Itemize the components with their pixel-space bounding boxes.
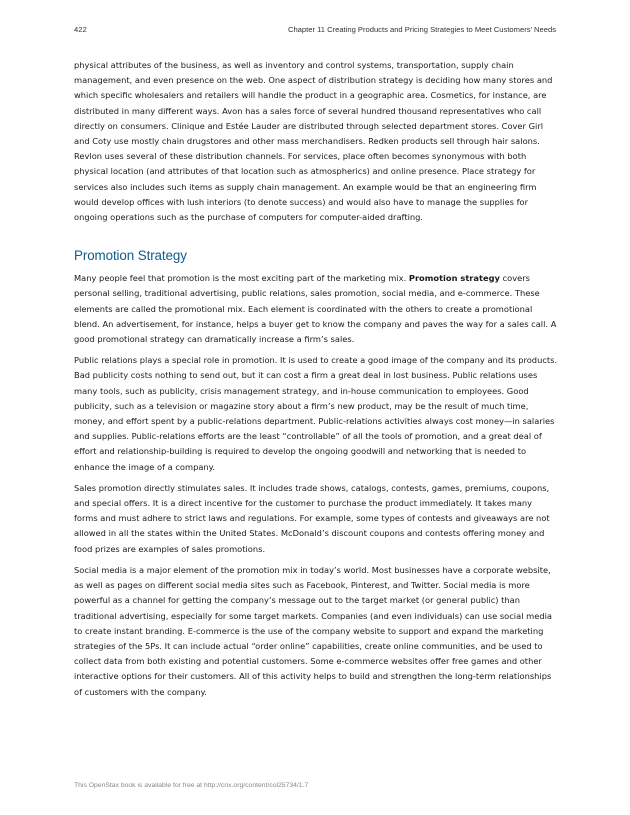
section-heading-promotion-strategy: Promotion Strategy	[74, 248, 187, 264]
body-text	[74, 58, 558, 706]
paragraph-public-relations: Public relations plays a special role in promotion. It is used to create a good image of the company and its products. Bad publicity costs nothing to send out, but it can cost a firm a great deal in lost business. Public relations uses many tools, such as publicity, crisis management strategy, and in-house communication to employees. Good publicity, such as a television or magazine story about a firm’s new product, may be the result of much time, money, and effort spent by a public-relations department. Public-relations activities always cost money—in salaries and supplies. Public-relations efforts are the least “controllable” of all the tools of promotion, and a great deal of effort and relationship-building is required to develop the ongoing goodwill and networking that is needed to enhance the image of a company.	[74, 355, 558, 472]
page-footer: This OpenStax book is available for free at http://cnx.org/content/col25734/1.7	[74, 782, 309, 789]
chapter-title: Chapter 11 Creating Products and Pricing Strategies to Meet Customers’ Needs	[287, 25, 556, 34]
running-header	[74, 25, 556, 37]
paragraph-distribution-continued: physical attributes of the business, as well as inventory and control systems, transportation, supply chain management, and even presence on the web. One aspect of distribution strategy is deciding how many stores and which specific wholesalers and retailers will handle the product in a geographic area. Cosmetics, for instance, are distributed in many different ways. Avon has a sales force of several hundred thousand representatives who call directly on consumers. Clinique and Estée Lauder are distributed through selected department stores. Cover Girl and Coty use mostly chain drugstores and other mass merchandisers. Redken products sell through hair salons. Revlon uses several of these distribution channels. For services, place often becomes synonymous with both physical location (and attributes of that location such as atmospherics) and online presence. Place strategy for services also includes such items as supply chain management. An example would be that an engineering firm would develop offices with lush interiors (to denote success) and would also have to manage the supplies for ongoing operations such as the purchase of computers for computer-aided drafting.	[74, 60, 553, 223]
key-term-promotion-strategy: Promotion strategy	[408, 273, 500, 284]
paragraph-social-media: Social media is a major element of the promotion mix in today’s world. Most businesses have a corporate website, as well as pages on different social media sites such as Facebook, Pinterest, and Twitter. Social media is more powerful as a channel for getting the company’s message out to the target market (or general public) than traditional advertising, especially for some target markets. Companies (and even individuals) can use social media to create instant branding. E-commerce is the use of the company website to support and expand the marketing strategies of the 5Ps. It can include actual “order online” capabilities, create online communities, and be used to collect data from both existing and potential customers. Some e-commerce websites offer free games and other interactive options for their customers. All of this activity helps to build and strengthen the long-term relationships of customers with the company.	[74, 564, 552, 697]
paragraph-text: Many people feel that promotion is the most exciting part of the marketing mix.	[74, 273, 409, 284]
paragraph-text: covers personal selling, traditional advertising, public relations, sales promotion, social media, and e-commerce. These elements are called the promotional mix. Each element is coordinated with the others to create a promotional blend. An advertisement, for instance, helps a buyer get to know the company and paves the way for a sales call. A good promotional strategy can dramatically increase a firm’s sales.	[74, 273, 557, 345]
paragraph-sales-promotion: Sales promotion directly stimulates sales. It includes trade shows, catalogs, contests, games, premiums, coupons, and special offers. It is a direct incentive for the customer to purchase the product immediately. It takes many forms and must adhere to strict laws and regulations. For example, some types of contests and giveaways are not allowed in all the states within the United States. McDonald’s discount coupons and contests offering money and food prizes are examples of sales promotions.	[74, 482, 550, 554]
page-number: 422	[74, 25, 87, 34]
paragraph-promotion-intro	[74, 271, 558, 347]
